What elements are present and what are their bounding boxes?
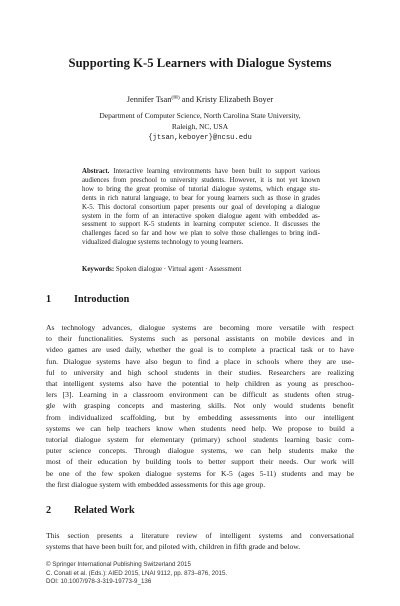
abstract-line: K-5. This doctoral consortium paper presents our goal of developing a dialogue <box>82 203 320 211</box>
body-line: systems we can help teachers know when students need help. We propose to build a <box>46 423 354 433</box>
body-line: most of their education by building tools to better support their needs. Our work will <box>46 457 354 467</box>
affiliation <box>0 111 400 143</box>
footer-citation: C. Conati et al. (Eds.): AIED 2015, LNAI 9112, pp. 873–876, 2015. <box>46 569 228 577</box>
body-line: to their functionalities. Systems such as personal assistants on mobile devices and in <box>46 334 354 344</box>
abstract-line: vidualized dialogue systems technology to young learners. <box>82 239 244 247</box>
section-number: 2 <box>46 505 52 516</box>
body-line: This section presents a literature review of intelligent systems and conversational <box>46 531 354 540</box>
abstract-line: challenges faced so far and how we plan to solve those challenges to bring indi- <box>82 230 320 238</box>
section-number: 1 <box>46 294 52 305</box>
abstract-line: Abstract. Interactive learning environments have been built to support various <box>82 168 320 175</box>
keywords-list: Spoken dialogue · Virtual agent · Assessment <box>115 266 242 273</box>
abstract-line: how to bring the great promise of tutorial dialogue systems, which engage stu- <box>82 185 320 193</box>
abstract-label: Abstract. <box>82 168 110 175</box>
body-line: lers [3]. Learning in a classroom environment can be difficult as students often strug- <box>46 390 354 400</box>
section-heading-introduction <box>46 294 129 305</box>
section-title: Introduction <box>74 294 130 305</box>
paper-title: Supporting K-5 Learners with Dialogue Systems <box>68 56 332 70</box>
abstract-line: system in the form of an interactive spoken dialogue agent with embedded as- <box>82 212 320 220</box>
abstract <box>82 168 320 248</box>
body-line: gle with grasping concepts and mastering skills. Not only would students benefit <box>46 401 354 411</box>
affiliation-line-2: Raleigh, NC, USA <box>171 121 229 131</box>
affiliation-email: {jtsan,keboyer}@ncsu.edu <box>148 133 252 142</box>
corresponding-author-mark: (✉) <box>171 95 180 101</box>
body-line: tutorial dialogue system for elementary (primary) school students learning basic com- <box>46 435 354 445</box>
abstract-line: sessment to support K-5 students in learning computer science. It discusses the <box>82 221 320 229</box>
body-line: As technology advances, dialogue systems are becoming more versatile with respect <box>46 323 354 332</box>
body-line: systems that have been built for, and piloted with, children in fifth grade and below. <box>46 542 301 552</box>
body-line: from individualized scaffolding, but by embedding assessments into our intelligent <box>46 412 354 422</box>
affiliation-line-1: Department of Computer Science, North Carolina State University, <box>99 111 301 120</box>
section-heading-related-work <box>46 505 135 516</box>
author-name-rest: and Kristy Elizabeth Boyer <box>179 95 274 104</box>
body-line: video games are used daily, whether the goal is to complete a practical task or to have <box>46 345 354 355</box>
body-line: puter science concepts. Through dialogue systems, we can help students make the <box>46 446 354 456</box>
keywords-label: Keywords: <box>82 266 115 273</box>
body-line: that intelligent systems also have the potential to help children as young as preschoo- <box>46 379 354 389</box>
body-line: ful to university and high school students in their studies. Researchers are realizing <box>46 367 354 377</box>
body-line: fun. Dialogue systems have also begun to find a place in schools where they are use- <box>46 356 354 366</box>
keywords <box>82 266 320 275</box>
copyright-footer <box>46 561 366 587</box>
body-line: be one of the few spoken dialogue systems for K-5 (ages 5-11) students and may be <box>46 468 354 478</box>
abstract-line: dents in rich natural language, to bear for young learners such as those in grades <box>82 194 320 202</box>
section-body-related-work <box>46 530 354 552</box>
section-title: Related Work <box>74 505 135 516</box>
section-body-introduction <box>46 322 354 490</box>
author-line <box>0 95 400 104</box>
footer-doi: DOI: 10.1007/978-3-319-19773-9_136 <box>46 578 152 586</box>
author-name-primary: Jennifer Tsan <box>126 95 172 104</box>
footer-copyright: © Springer International Publishing Switzerland 2015 <box>46 561 191 568</box>
body-line: the first dialogue system with embedded assessments for this age group. <box>46 479 266 489</box>
abstract-line: audiences from preschool to university students. However, it is not yet known <box>82 176 320 184</box>
